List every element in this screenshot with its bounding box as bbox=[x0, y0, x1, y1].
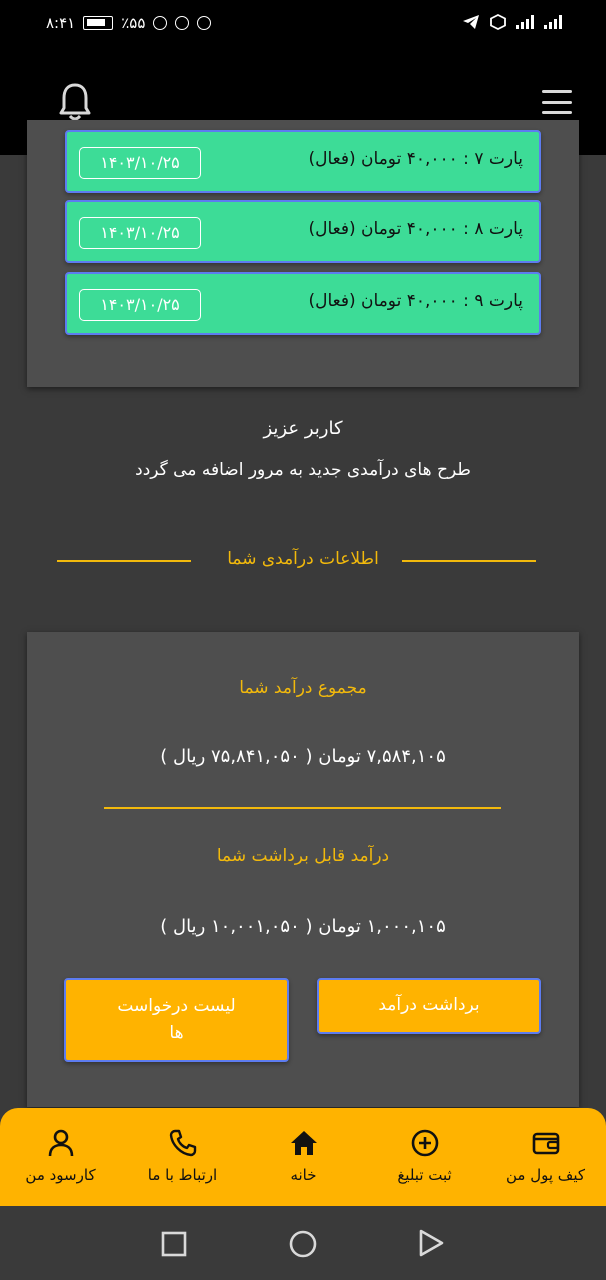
installment-label: پارت ۸ : ۴۰,۰۰۰ تومان (فعال) bbox=[308, 219, 523, 239]
withdraw-button[interactable] bbox=[317, 978, 541, 1034]
nav-label-wallet: کیف پول من bbox=[505, 1166, 585, 1184]
nav-item-post-ad[interactable] bbox=[364, 1108, 485, 1206]
system-nav-bar bbox=[0, 1206, 606, 1280]
bottom-nav bbox=[0, 1108, 606, 1206]
section-title: اطلاعات درآمدی شما bbox=[227, 549, 379, 569]
headset-icon bbox=[197, 16, 211, 30]
installment-date: ۱۴۰۳/۱۰/۲۵ bbox=[79, 147, 201, 179]
back-triangle-icon[interactable] bbox=[418, 1228, 446, 1258]
withdrawable-income-title: درآمد قابل برداشت شما bbox=[216, 846, 390, 866]
status-left bbox=[46, 14, 211, 32]
wallet-icon bbox=[531, 1128, 561, 1158]
nav-item-home[interactable] bbox=[243, 1108, 364, 1206]
signal-3g-icon bbox=[544, 15, 562, 29]
plus-circle-icon bbox=[410, 1128, 440, 1158]
status-right bbox=[462, 14, 562, 30]
notice-text: طرح های درآمدی جدید به مرور اضافه می گردد bbox=[135, 460, 471, 480]
mute-icon bbox=[153, 16, 167, 30]
hexagon-icon bbox=[490, 14, 506, 30]
nav-label-home: خانه bbox=[290, 1166, 317, 1184]
installments-card bbox=[27, 120, 579, 387]
recent-apps-icon[interactable] bbox=[160, 1230, 188, 1258]
installment-label: پارت ۷ : ۴۰,۰۰۰ تومان (فعال) bbox=[308, 149, 523, 169]
battery-level: ٪۵۵ bbox=[121, 14, 146, 32]
nav-item-profile[interactable] bbox=[0, 1108, 121, 1206]
installment-date: ۱۴۰۳/۱۰/۲۵ bbox=[79, 289, 201, 321]
bell-icon[interactable] bbox=[58, 82, 92, 122]
installment-item bbox=[65, 272, 541, 335]
nav-item-contact[interactable] bbox=[122, 1108, 243, 1206]
installment-date: ۱۴۰۳/۱۰/۲۵ bbox=[79, 217, 201, 249]
withdraw-button-label: برداشت درآمد bbox=[378, 995, 480, 1016]
clock: ۸:۴۱ bbox=[46, 14, 76, 32]
requests-list-button[interactable] bbox=[64, 978, 289, 1062]
home-circle-icon[interactable] bbox=[288, 1229, 318, 1259]
installment-label: پارت ۹ : ۴۰,۰۰۰ تومان (فعال) bbox=[308, 291, 523, 311]
status-bar bbox=[0, 0, 606, 52]
nav-label-contact: ارتباط با ما bbox=[147, 1166, 218, 1184]
installment-item bbox=[65, 200, 541, 263]
phone-icon bbox=[168, 1128, 198, 1158]
income-card bbox=[27, 632, 579, 1107]
requests-list-label-line2: ها bbox=[169, 1023, 184, 1043]
installment-item bbox=[65, 130, 541, 193]
menu-icon[interactable] bbox=[542, 90, 572, 114]
withdrawable-income-value: ۱,۰۰۰,۱۰۵ تومان ( ۱۰,۰۰۱,۰۵۰ ریال ) bbox=[160, 916, 446, 937]
notice-greeting: کاربر عزیز bbox=[263, 418, 343, 439]
income-divider bbox=[104, 807, 501, 809]
counter-icon bbox=[175, 16, 189, 30]
section-divider-right bbox=[402, 560, 536, 562]
battery-icon bbox=[83, 16, 113, 30]
home-icon bbox=[289, 1128, 319, 1158]
nav-label-profile: کارسود من bbox=[25, 1166, 96, 1184]
requests-list-label-line1: لیست درخواست bbox=[117, 995, 236, 1016]
nav-label-post-ad: ثبت تبلیغ bbox=[397, 1166, 452, 1184]
nav-item-wallet[interactable] bbox=[485, 1108, 606, 1206]
signal-4g-icon bbox=[516, 15, 534, 29]
total-income-title: مجموع درآمد شما bbox=[239, 678, 367, 698]
telegram-icon bbox=[462, 14, 480, 30]
user-icon bbox=[46, 1128, 76, 1158]
total-income-value: ۷,۵۸۴,۱۰۵ تومان ( ۷۵,۸۴۱,۰۵۰ ریال ) bbox=[160, 746, 446, 767]
